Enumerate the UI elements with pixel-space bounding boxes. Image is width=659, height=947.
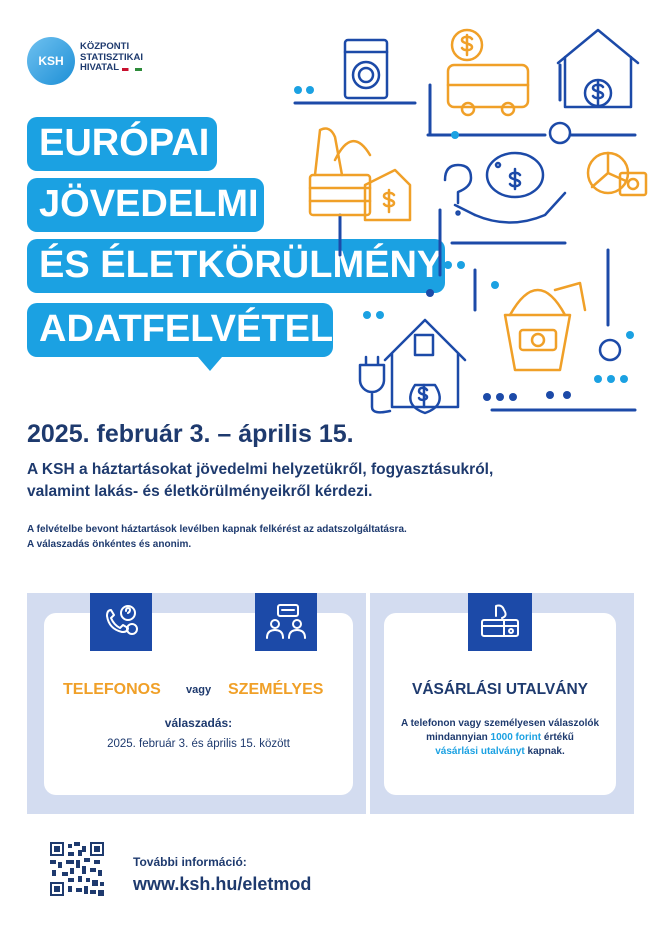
shopping-basket-icon: [505, 283, 585, 370]
note-text: [27, 522, 547, 552]
title-line: EURÓPAI: [39, 122, 210, 164]
option-phone: TELEFONOS: [63, 681, 161, 698]
intro-line: valamint lakás- és életkörülményeikről kérdezi.: [27, 483, 373, 500]
house-dollar-icon: [558, 30, 638, 107]
more-info-label: További információ:: [133, 855, 247, 869]
qr-code-icon[interactable]: [50, 842, 104, 896]
pie-chart-icon: [588, 153, 646, 195]
voucher-text: [384, 717, 616, 759]
option-personal: SZEMÉLYES: [228, 681, 324, 698]
voucher-panel: [370, 593, 634, 814]
title-band-2: [27, 178, 264, 232]
gift-voucher-icon-box: [468, 593, 532, 651]
date-range: 2025. február 3. – április 15.: [27, 420, 354, 448]
response-mode-panel: [27, 593, 366, 814]
phone-chat-icon-box: [90, 593, 152, 651]
voucher-text-part: kapnak.: [524, 746, 565, 757]
groceries-icon: [310, 129, 410, 220]
title-line: ÉS ÉLETKÖRÜLMÉNY: [39, 244, 443, 286]
response-options: [63, 681, 335, 705]
voucher-text-part: mindannyian: [426, 732, 491, 743]
phone-chat-icon: [101, 602, 141, 642]
response-period: 2025. február 3. és április 15. között: [107, 738, 290, 750]
voucher-amount: 1000 forint: [490, 732, 542, 743]
option-connector: vagy: [186, 684, 212, 696]
people-talking-icon-box: [255, 593, 317, 651]
bus-icon: [448, 30, 528, 115]
note-line: A felvételbe bevont háztartások levélben kapnak felkérést az adatszolgáltatásra.: [27, 524, 407, 535]
logo-line: HIVATAL: [80, 62, 120, 73]
washing-machine-icon: [345, 40, 387, 98]
voucher-text-line: [384, 731, 616, 745]
title-line: ADATFELVÉTEL: [39, 308, 334, 350]
logo-line: STATISZTIKAI: [80, 51, 143, 63]
gift-voucher-icon: [478, 602, 522, 642]
flag-stripe: [122, 68, 142, 71]
note-line: A válaszadás önkéntes és anonim.: [27, 539, 192, 550]
title-band-1: [27, 117, 217, 171]
piggy-bank-icon: [455, 153, 565, 223]
response-label: válaszadás:: [164, 716, 233, 730]
household-illustration: [280, 25, 659, 420]
speech-tail: [198, 357, 222, 371]
intro-line: A KSH a háztartásokat jövedelmi helyzetükről, fogyasztásukról,: [27, 461, 494, 478]
voucher-highlight: vásárlási utalványt: [435, 746, 525, 757]
logo-line: KÖZPONTI: [80, 41, 130, 52]
house-plug-icon: [360, 320, 465, 413]
logo-badge-text: KSH: [38, 54, 64, 68]
ksh-logo-badge: [27, 37, 75, 85]
people-talking-icon: [264, 602, 308, 642]
voucher-text-part: értékű: [541, 732, 574, 743]
title-line: JÖVEDELMI: [39, 183, 259, 225]
voucher-text-line: [384, 745, 616, 759]
info-url-link[interactable]: www.ksh.hu/eletmod: [133, 874, 312, 894]
intro-text: [27, 459, 547, 503]
voucher-title: VÁSÁRLÁSI UTALVÁNY: [412, 681, 588, 698]
voucher-text-line: A telefonon vagy személyesen válaszolók: [400, 718, 600, 729]
